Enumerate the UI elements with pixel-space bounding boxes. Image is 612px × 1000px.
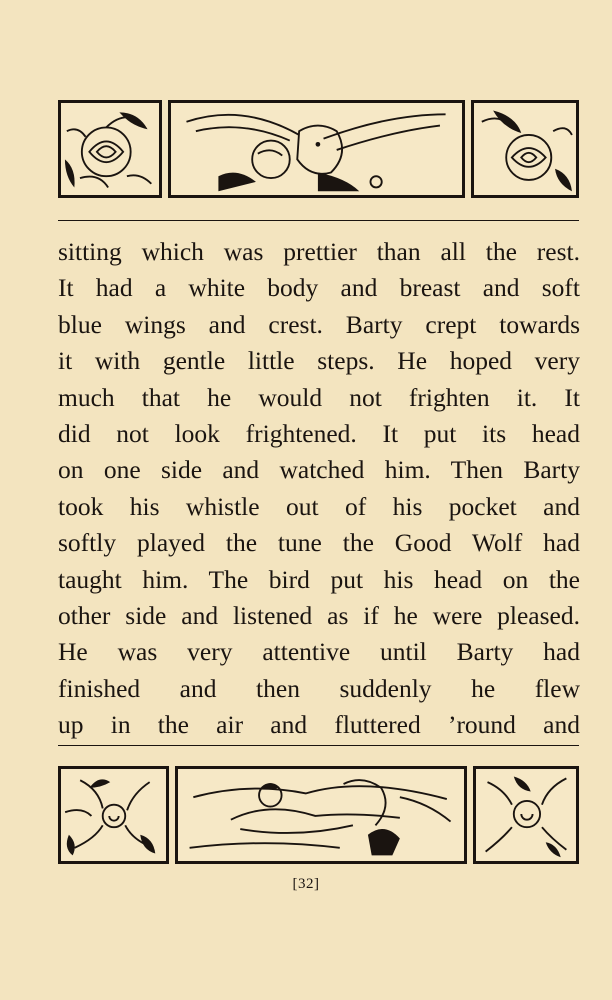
rose-ornament-icon bbox=[474, 103, 576, 195]
text-line: finished and then suddenly he flew bbox=[58, 673, 580, 703]
footer-left-floral-illustration bbox=[58, 766, 169, 864]
header-right-rose-illustration bbox=[471, 100, 579, 198]
bird-with-child-icon bbox=[171, 103, 462, 195]
text-line: up in the air and fluttered ’round and bbox=[58, 710, 580, 740]
text-line: took his whistle out of his pocket and bbox=[58, 491, 580, 521]
floral-ornament-icon bbox=[61, 769, 166, 861]
text-line: softly played the tune the Good Wolf had bbox=[58, 528, 580, 558]
bottom-divider-rule bbox=[58, 745, 579, 746]
text-line: much that he would not frighten it. It bbox=[58, 382, 580, 412]
page-number: [32] bbox=[292, 876, 320, 892]
text-line: taught him. The bird put his head on the bbox=[58, 564, 580, 594]
header-left-rose-illustration bbox=[58, 100, 162, 198]
text-line: other side and listened as if he were pleased. bbox=[58, 600, 580, 630]
top-divider-rule bbox=[58, 220, 579, 221]
rose-ornament-icon bbox=[61, 103, 159, 195]
text-line: did not look frightened. It put its head bbox=[58, 418, 580, 448]
text-line: it with gentle little steps. He hoped very bbox=[58, 346, 580, 376]
text-line: on one side and watched him. Then Barty bbox=[58, 455, 580, 485]
header-center-bird-illustration bbox=[168, 100, 465, 198]
story-paragraph bbox=[58, 234, 580, 743]
text-line: sitting which was prettier than all the rest. bbox=[58, 237, 580, 266]
floral-ornament-icon bbox=[476, 769, 576, 861]
text-line: He was very attentive until Barty had bbox=[58, 637, 580, 667]
text-line: It had a white body and breast and soft bbox=[58, 273, 580, 303]
text-line: blue wings and crest. Barty crept towards bbox=[58, 309, 580, 339]
footer-center-child-wolf-illustration bbox=[175, 766, 467, 864]
child-with-wolf-icon bbox=[178, 769, 464, 861]
footer-right-floral-illustration bbox=[473, 766, 579, 864]
